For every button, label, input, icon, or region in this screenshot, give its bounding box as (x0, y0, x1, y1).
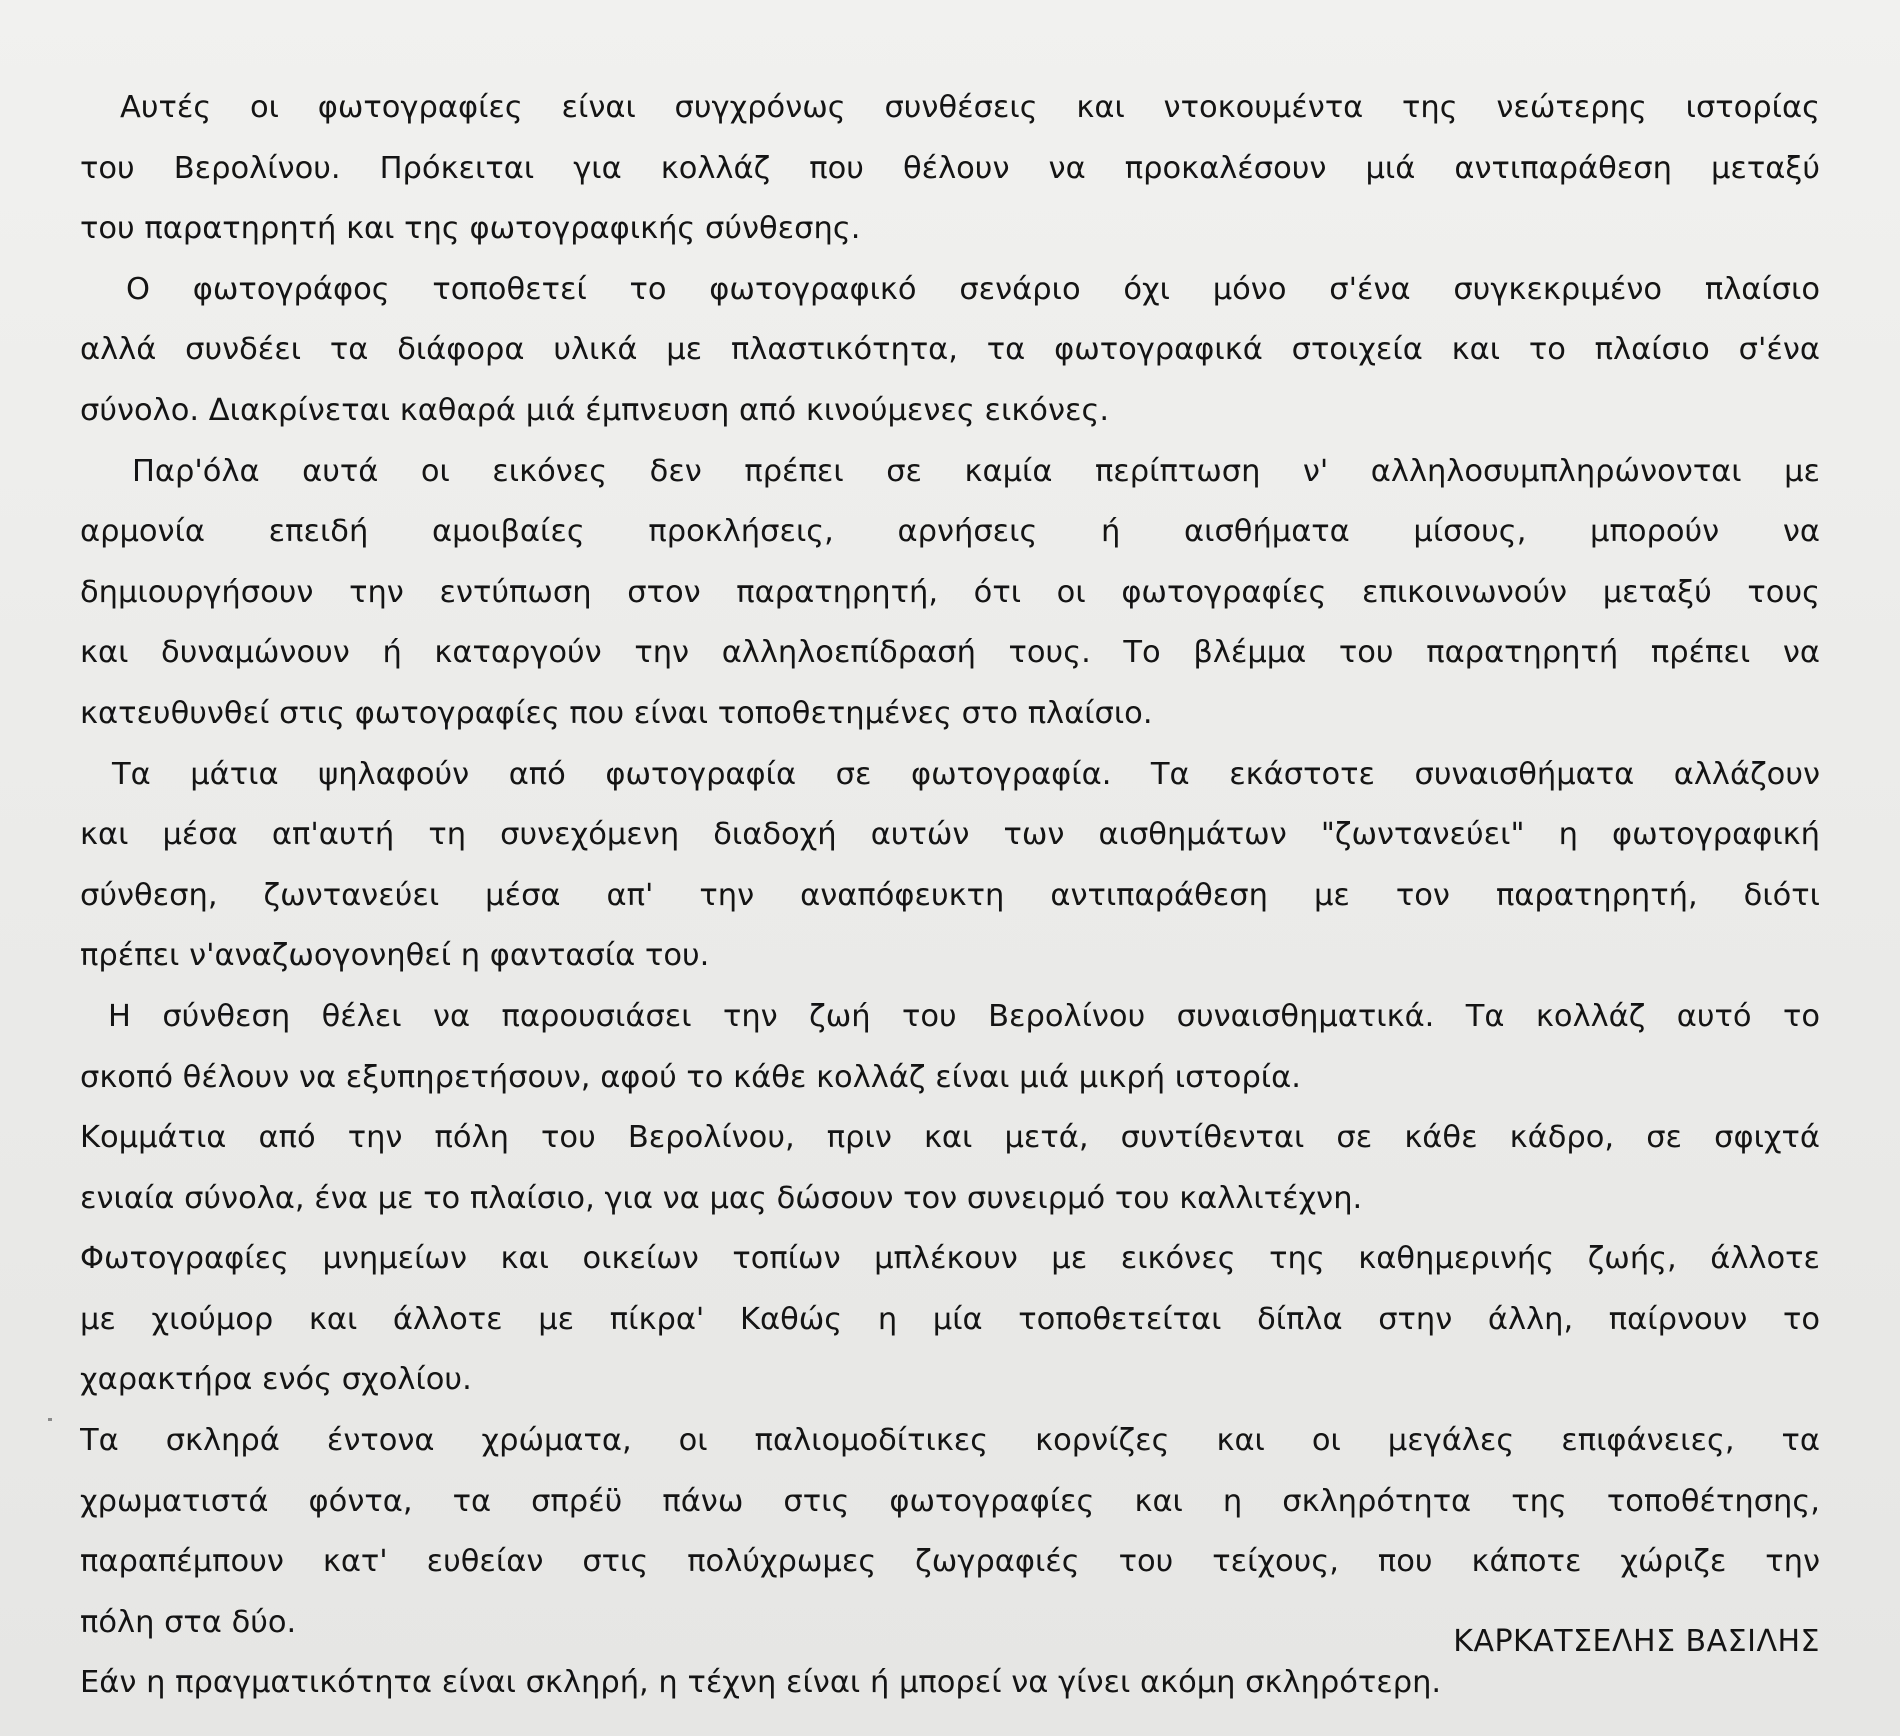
text-line: σκοπό θέλουν να εξυπηρετήσουν, αφού το κάθε κολλάζ είναι μιά μικρή ιστορία. (80, 1059, 1301, 1095)
text-line: Ο φωτογράφος τοποθετεί το φωτογραφικό σενάριο όχι μόνο σ'ένα συγκεκριμένο πλαίσιο (126, 271, 1820, 307)
text-line: Εάν η πραγματικότητα είναι σκληρή, η τέχνη είναι ή μπορεί να γίνει ακόμη σκληρότερη. (80, 1665, 1442, 1701)
scan-speck (48, 1418, 52, 1421)
text-line: κατευθυνθεί στις φωτογραφίες που είναι τοποθετημένες στο πλαίσιο. (80, 695, 1153, 731)
text-line: Παρ'όλα αυτά οι εικόνες δεν πρέπει σε καμία περίπτωση ν' αλληλοσυμπληρώνονται με (132, 453, 1820, 489)
text-line: του Βερολίνου. Πρόκειται για κολλάζ που θέλουν να προκαλέσουν μιά αντιπαράθεση μεταξύ (80, 150, 1820, 186)
text-line: Η σύνθεση θέλει να παρουσιάσει την ζωή του Βερολίνου συναισθηματικά. Τα κολλάζ αυτό το (108, 998, 1820, 1034)
text-line: παραπέμπουν κατ' ευθείαν στις πολύχρωμες ζωγραφιές του τείχους, που κάποτε χώριζε την (80, 1544, 1820, 1580)
text-line: αρμονία επειδή αμοιβαίες προκλήσεις, αρνήσεις ή αισθήματα μίσους, μπορούν να (80, 514, 1820, 550)
text-line: με χιούμορ και άλλοτε με πίκρα' Καθώς η μία τοποθετείται δίπλα στην άλλη, παίρνουν το (80, 1301, 1820, 1337)
body-text (80, 78, 1820, 1714)
text-line: Αυτές οι φωτογραφίες είναι συγχρόνως συνθέσεις και ντοκουμέντα της νεώτερης ιστορίας (120, 90, 1820, 125)
text-line: του παρατηρητή και της φωτογραφικής σύνθεσης. (80, 211, 861, 247)
text-line: πόλη στα δύο. (80, 1604, 297, 1640)
text-line: σύνθεση, ζωντανεύει μέσα απ' την αναπόφευκτη αντιπαράθεση με τον παρατηρητή, διότι (80, 877, 1820, 913)
text-line: δημιουργήσουν την εντύπωση στον παρατηρητή, ότι οι φωτογραφίες επικοινωνούν μεταξύ τους (80, 574, 1820, 610)
text-line: ενιαία σύνολα, ένα με το πλαίσιο, για να μας δώσουν τον συνειρμό του καλλιτέχνη. (80, 1180, 1363, 1216)
text-line: και δυναμώνουν ή καταργούν την αλληλοεπίδρασή τους. Το βλέμμα του παρατηρητή πρέπει να (80, 635, 1820, 671)
text-line: σύνολο. Διακρίνεται καθαρά μιά έμπνευση από κινούμενες εικόνες. (80, 392, 1110, 428)
text-line: αλλά συνδέει τα διάφορα υλικά με πλαστικότητα, τα φωτογραφικά στοιχεία και το πλαίσιο σ'ένα (80, 332, 1820, 368)
text-line: Τα μάτια ψηλαφούν από φωτογραφία σε φωτογραφία. Τα εκάστοτε συναισθήματα αλλάζουν (112, 756, 1820, 792)
text-line: χρωματιστά φόντα, τα σπρέϋ πάνω στις φωτογραφίες και η σκληρότητα της τοποθέτησης, (80, 1483, 1820, 1519)
text-line: Κομμάτια από την πόλη του Βερολίνου, πριν και μετά, συντίθενται σε κάθε κάδρο, σε σφιχτά (80, 1120, 1820, 1156)
text-line: πρέπει ν'αναζωογονηθεί η φαντασία του. (80, 938, 710, 974)
author-signature: ΚΑΡΚΑΤΣΕΛΗΣ ΒΑΣΙΛΗΣ (1453, 1624, 1820, 1659)
text-line: Φωτογραφίες μνημείων και οικείων τοπίων μπλέκουν με εικόνες της καθημερινής ζωής, άλλοτε (80, 1241, 1820, 1277)
text-line: και μέσα απ'αυτή τη συνεχόμενη διαδοχή αυτών των αισθημάτων "ζωντανεύει" η φωτογραφική (80, 817, 1820, 853)
text-line: χαρακτήρα ενός σχολίου. (80, 1362, 472, 1398)
text-line: Τα σκληρά έντονα χρώματα, οι παλιομοδίτικες κορνίζες και οι μεγάλες επιφάνειες, τα (80, 1423, 1820, 1459)
